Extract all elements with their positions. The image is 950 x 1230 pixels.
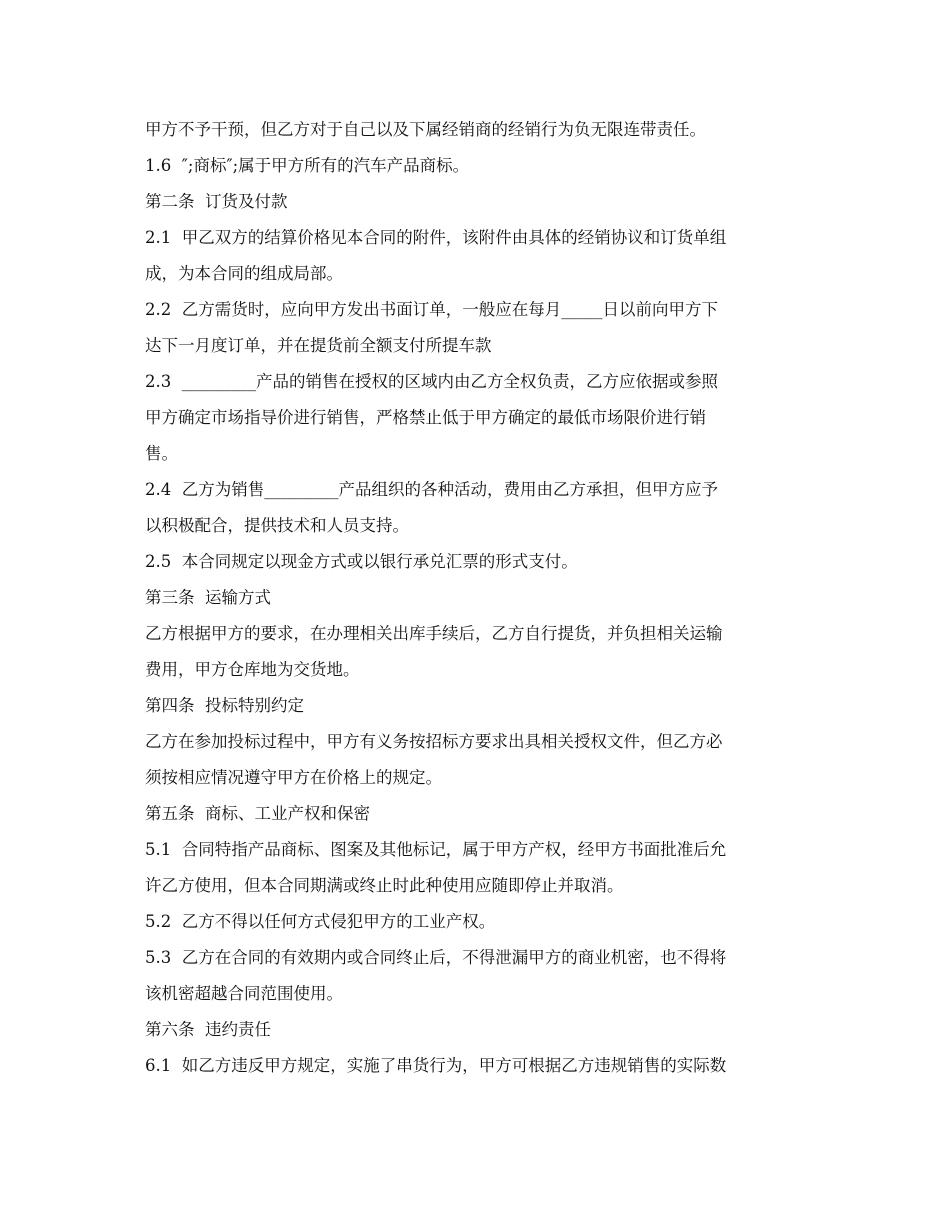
- text-line: 5.3 乙方在合同的有效期内或合同终止后，不得泄漏甲方的商业机密，也不得将: [145, 948, 727, 967]
- text-line: 费用，甲方仓库地为交货地。: [145, 660, 360, 679]
- text-line: 乙方根据甲方的要求，在办理相关出库手续后，乙方自行提货，并负担相关运输: [145, 624, 723, 643]
- text-line: 成，为本合同的组成局部。: [145, 264, 343, 283]
- text-line: 5.1 合同特指产品商标、图案及其他标记，属于甲方产权，经甲方书面批准后允: [145, 840, 727, 859]
- section-heading: 第四条 投标特别约定: [145, 696, 304, 715]
- text-line: 2.5 本合同规定以现金方式或以银行承兑汇票的形式支付。: [145, 552, 578, 571]
- text-line: 2.3 _________产品的销售在授权的区域内由乙方全权负责，乙方应依据或参照: [145, 372, 718, 391]
- text-line: 乙方在参加投标过程中，甲方有义务按招标方要求出具相关授权文件，但乙方必: [145, 732, 723, 751]
- text-line: 许乙方使用，但本合同期满或终止时此种使用应随即停止并取消。: [145, 876, 624, 895]
- text-line: 甲方确定市场指导价进行销售，严格禁止低于甲方确定的最低市场限价进行销: [145, 408, 706, 427]
- document-body: [145, 112, 810, 1084]
- text-line: 1.6 ″;商标″;属于甲方所有的汽车产品商标。: [145, 156, 470, 175]
- text-line: 2.4 乙方为销售_________产品组织的各种活动，费用由乙方承担，但甲方应予: [145, 480, 718, 499]
- text-line: 达下一月度订单，并在提货前全额支付所提车款: [145, 336, 492, 355]
- section-heading: 第三条 运输方式: [145, 588, 271, 607]
- text-line: 该机密超越合同范围使用。: [145, 984, 343, 1003]
- text-line: 2.1 甲乙双方的结算价格见本合同的附件，该附件由具体的经销协议和订货单组: [145, 228, 727, 247]
- section-heading: 第二条 订货及付款: [145, 192, 288, 211]
- text-line: 以积极配合，提供技术和人员支持。: [145, 516, 409, 535]
- text-line: 5.2 乙方不得以任何方式侵犯甲方的工业产权。: [145, 912, 496, 931]
- text-line: 售。: [145, 444, 178, 463]
- text-line: 甲方不予干预，但乙方对于自己以及下属经销商的经销行为负无限连带责任。: [145, 120, 706, 139]
- text-line: 2.2 乙方需货时，应向甲方发出书面订单，一般应在每月_____日以前向甲方下: [145, 300, 718, 319]
- section-heading: 第六条 违约责任: [145, 1020, 271, 1039]
- text-line: 须按相应情况遵守甲方在价格上的规定。: [145, 768, 442, 787]
- text-line: 6.1 如乙方违反甲方规定，实施了串货行为，甲方可根据乙方违规销售的实际数: [145, 1056, 727, 1075]
- section-heading: 第五条 商标、工业产权和保密: [145, 804, 370, 823]
